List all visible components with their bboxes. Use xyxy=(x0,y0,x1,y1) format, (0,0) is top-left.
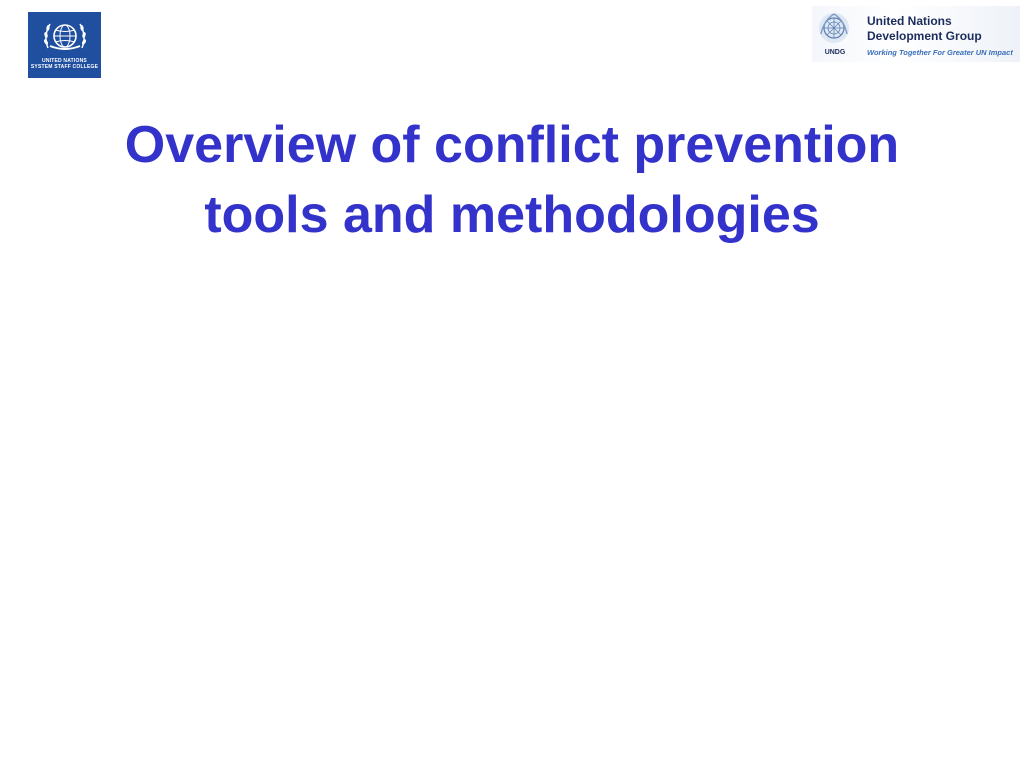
unssc-logo-text xyxy=(31,58,98,70)
unssc-text-line1: UNITED NATIONS xyxy=(42,58,87,64)
slide-title xyxy=(40,110,984,250)
un-emblem-icon xyxy=(818,12,850,44)
unssc-logo xyxy=(28,12,101,78)
undg-name-line2: Development Group xyxy=(867,29,982,43)
undg-name xyxy=(867,14,982,44)
undg-abbreviation: UNDG xyxy=(824,49,846,56)
undg-name-line1: United Nations xyxy=(867,14,952,28)
undg-tagline: Working Together For Greater UN Impact xyxy=(867,48,1013,57)
globe-laurel-icon xyxy=(40,18,90,54)
undg-logo xyxy=(812,6,1020,62)
slide-title-line2: tools and methodologies xyxy=(204,186,820,244)
slide-title-line1: Overview of conflict prevention xyxy=(124,116,900,174)
unssc-text-line2: SYSTEM STAFF COLLEGE xyxy=(30,64,99,70)
